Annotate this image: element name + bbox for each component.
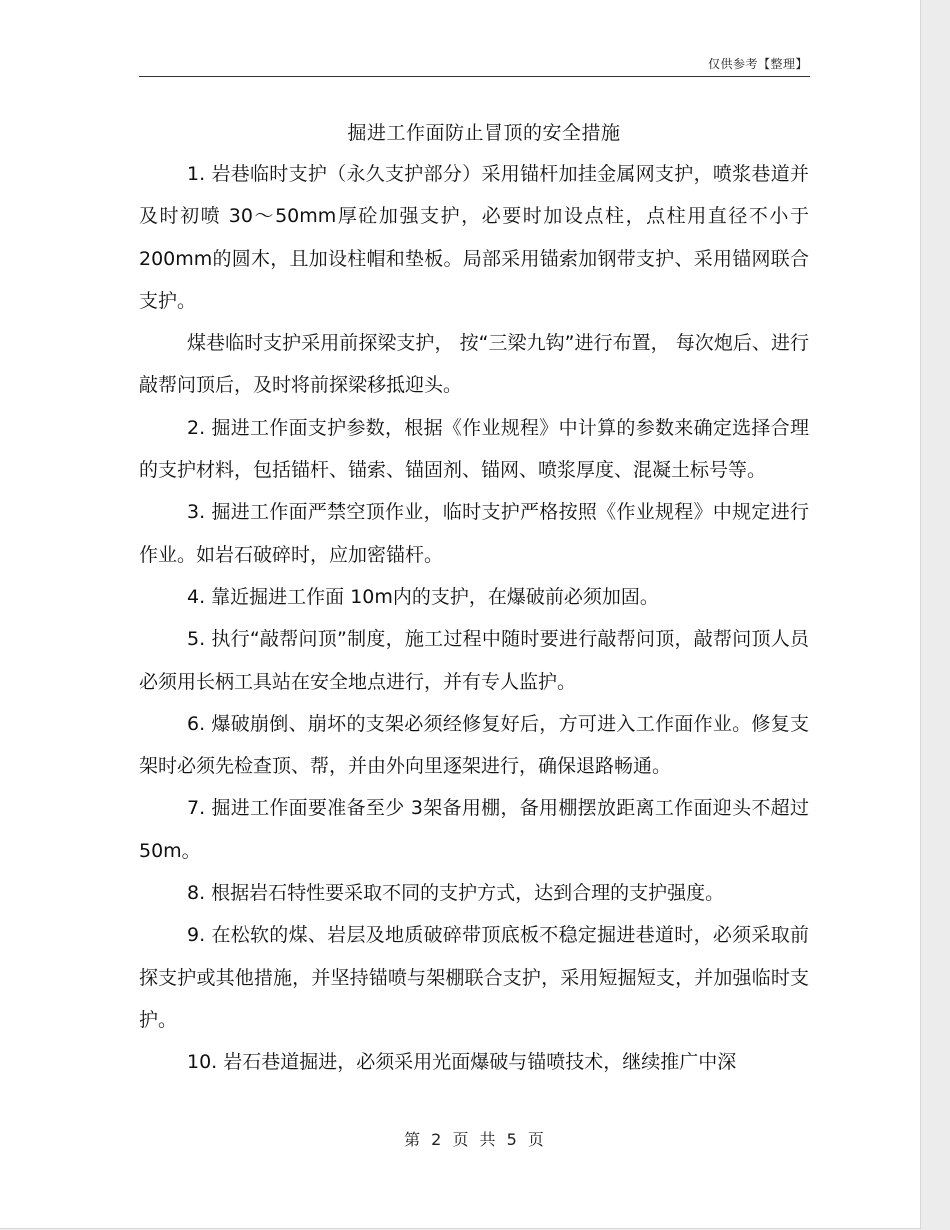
paragraph: 8. 根据岩石特性要采取不同的支护方式，达到合理的支护强度。 [187,882,725,905]
paragraph: 3. 掘进工作面严禁空顶作业，临时支护严格按照《作业规程》中规定进行作业。如岩石破碎时，应加密锚杆。 [139,501,809,566]
paragraph: 2. 掘进工作面支护参数，根据《作业规程》中计算的参数来确定选择合理的支护材料，包括锚杆、锚索、锚固剂、锚网、喷浆厚度、混凝土标号等。 [139,416,809,482]
paragraph: 6. 爆破崩倒、崩坏的支架必须经修复好后，方可进入工作面作业。修复支架时必须先检查顶、帮，并由外向里逐架进行，确保退路畅通。 [139,712,809,778]
paragraph: 煤巷临时支护采用前探梁支护， 按“三梁九钩”进行布置， 每次炮后、进行敲帮问顶后，及时将前探梁移抵迎头。 [139,332,809,397]
paragraph: 5. 执行“敲帮问顶”制度，施工过程中随时要进行敲帮问顶，敲帮问顶人员必须用长柄工具站在安全地点进行，并有专人监护。 [139,628,809,693]
page-number: 第 2 页 共 5 页 [404,1130,544,1149]
paragraph: 4. 靠近掘进工作面 10m内的支护，在爆破前必须加固。 [187,585,659,608]
paragraph: 10. 岩石巷道掘进，必须采用光面爆破与锚喷技术，继续推广中深 [187,1051,737,1074]
header-divider [139,76,810,77]
paragraph: 9. 在松软的煤、岩层及地质破碎带顶底板不稳定掘进巷道时，必须采取前探支护或其他措施，并坚持锚喷与架棚联合支护，采用短掘短支，并加强临时支护。 [139,924,809,1031]
document-title: 掘进工作面防止冒顶的安全措施 [347,122,621,144]
document-body [139,153,809,1084]
paragraph: 7. 掘进工作面要准备至少 3架备用棚，备用棚摆放距离工作面迎头不超过 50m。 [139,797,809,862]
header-note: 仅供参考【整理】 [707,57,808,71]
paragraph: 1. 岩巷临时支护（永久支护部分）采用锚杆加挂金属网支护，喷浆巷道并及时初喷 30～50mm厚砼加强支护，必要时加设点柱，点柱用直径不小于 200mm的圆木，且加设柱帽和垫板。局部采用锚索加钢带支护、采用锚网联合支护。 [139,163,809,312]
